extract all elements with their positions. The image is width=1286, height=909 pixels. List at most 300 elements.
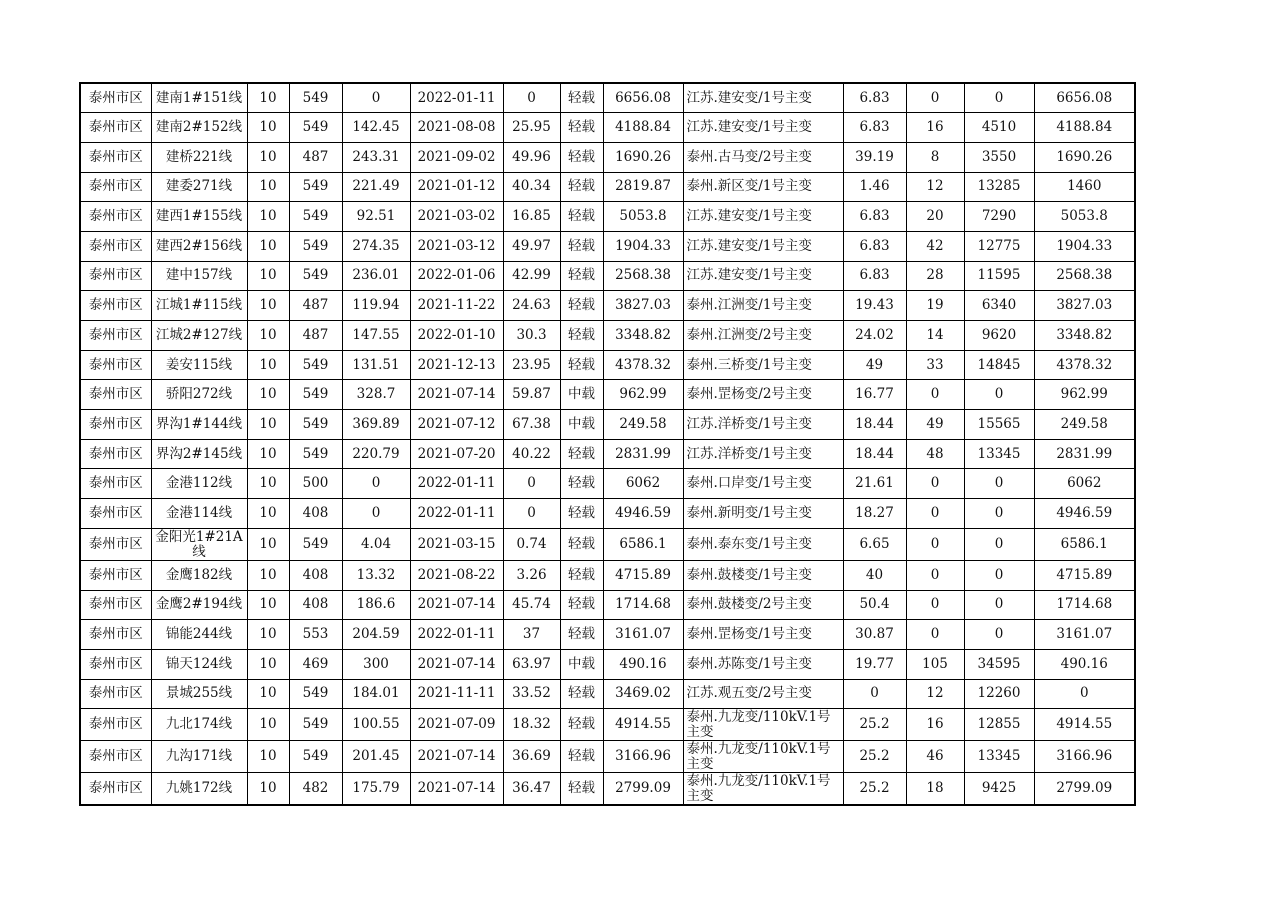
transformer-value-cell: 6.83 xyxy=(843,231,906,261)
margin-cell: 6656.08 xyxy=(1034,83,1135,113)
region-cell: 泰州市区 xyxy=(80,741,151,773)
load-rate-cell: 30.3 xyxy=(503,321,560,351)
load-rate-cell: 23.95 xyxy=(503,350,560,380)
total-cell: 13345 xyxy=(964,439,1034,469)
available-capacity-cell: 2819.87 xyxy=(603,172,683,202)
voltage-cell: 10 xyxy=(247,528,289,560)
date-cell: 2021-03-02 xyxy=(410,202,503,232)
voltage-cell: 10 xyxy=(247,113,289,143)
load-status-cell: 轻载 xyxy=(560,291,603,321)
region-cell: 泰州市区 xyxy=(80,528,151,560)
peak-load-cell: 119.94 xyxy=(342,291,410,321)
load-rate-cell: 45.74 xyxy=(503,590,560,620)
load-rate-cell: 0.74 xyxy=(503,528,560,560)
line-name-cell: 金阳光1#21A线 xyxy=(151,528,247,560)
available-capacity-cell: 1714.68 xyxy=(603,590,683,620)
table-row xyxy=(80,291,1135,321)
load-rate-cell: 16.85 xyxy=(503,202,560,232)
peak-load-cell: 243.31 xyxy=(342,142,410,172)
transformer-value-cell: 0 xyxy=(843,679,906,709)
count-cell: 42 xyxy=(906,231,964,261)
region-cell: 泰州市区 xyxy=(80,410,151,440)
table-row xyxy=(80,590,1135,620)
peak-load-cell: 236.01 xyxy=(342,261,410,291)
peak-load-cell: 13.32 xyxy=(342,560,410,590)
table-row xyxy=(80,202,1135,232)
peak-load-cell: 0 xyxy=(342,469,410,499)
margin-cell: 4715.89 xyxy=(1034,560,1135,590)
available-capacity-cell: 3348.82 xyxy=(603,321,683,351)
total-cell: 0 xyxy=(964,528,1034,560)
transformer-cell: 泰州.口岸变/1号主变 xyxy=(683,469,843,499)
voltage-cell: 10 xyxy=(247,709,289,741)
date-cell: 2022-01-10 xyxy=(410,321,503,351)
line-name-cell: 锦天124线 xyxy=(151,649,247,679)
count-cell: 0 xyxy=(906,83,964,113)
transformer-cell: 泰州.九龙变/110kV.1号主变 xyxy=(683,741,843,773)
available-capacity-cell: 1690.26 xyxy=(603,142,683,172)
available-capacity-cell: 6062 xyxy=(603,469,683,499)
voltage-cell: 10 xyxy=(247,469,289,499)
count-cell: 0 xyxy=(906,560,964,590)
voltage-cell: 10 xyxy=(247,679,289,709)
region-cell: 泰州市区 xyxy=(80,560,151,590)
peak-load-cell: 201.45 xyxy=(342,741,410,773)
date-cell: 2022-01-11 xyxy=(410,469,503,499)
margin-cell: 1460 xyxy=(1034,172,1135,202)
available-capacity-cell: 4378.32 xyxy=(603,350,683,380)
margin-cell: 490.16 xyxy=(1034,649,1135,679)
transformer-value-cell: 25.2 xyxy=(843,773,906,806)
transformer-value-cell: 49 xyxy=(843,350,906,380)
date-cell: 2021-03-15 xyxy=(410,528,503,560)
transformer-cell: 江苏.观五变/2号主变 xyxy=(683,679,843,709)
count-cell: 20 xyxy=(906,202,964,232)
voltage-cell: 10 xyxy=(247,741,289,773)
count-cell: 0 xyxy=(906,499,964,529)
count-cell: 0 xyxy=(906,469,964,499)
region-cell: 泰州市区 xyxy=(80,142,151,172)
capacity-cell: 500 xyxy=(289,469,342,499)
transformer-cell: 泰州.新明变/1号主变 xyxy=(683,499,843,529)
transformer-cell: 泰州.鼓楼变/1号主变 xyxy=(683,560,843,590)
table-row xyxy=(80,172,1135,202)
table-row xyxy=(80,83,1135,113)
load-rate-cell: 0 xyxy=(503,499,560,529)
line-name-cell: 锦能244线 xyxy=(151,620,247,650)
capacity-cell: 549 xyxy=(289,439,342,469)
transformer-cell: 江苏.建安变/1号主变 xyxy=(683,261,843,291)
line-name-cell: 骄阳272线 xyxy=(151,380,247,410)
total-cell: 7290 xyxy=(964,202,1034,232)
margin-cell: 6062 xyxy=(1034,469,1135,499)
load-status-cell: 轻载 xyxy=(560,142,603,172)
transformer-cell: 泰州.三桥变/1号主变 xyxy=(683,350,843,380)
table-row xyxy=(80,380,1135,410)
load-rate-cell: 49.97 xyxy=(503,231,560,261)
available-capacity-cell: 4715.89 xyxy=(603,560,683,590)
date-cell: 2021-07-12 xyxy=(410,410,503,440)
load-status-cell: 轻载 xyxy=(560,709,603,741)
transformer-cell: 江苏.洋桥变/1号主变 xyxy=(683,410,843,440)
margin-cell: 3348.82 xyxy=(1034,321,1135,351)
load-status-cell: 轻载 xyxy=(560,83,603,113)
count-cell: 48 xyxy=(906,439,964,469)
transformer-value-cell: 16.77 xyxy=(843,380,906,410)
available-capacity-cell: 490.16 xyxy=(603,649,683,679)
voltage-cell: 10 xyxy=(247,439,289,469)
margin-cell: 3161.07 xyxy=(1034,620,1135,650)
transformer-cell: 泰州.江洲变/1号主变 xyxy=(683,291,843,321)
table-row xyxy=(80,469,1135,499)
voltage-cell: 10 xyxy=(247,291,289,321)
transformer-cell: 泰州.江洲变/2号主变 xyxy=(683,321,843,351)
load-rate-cell: 36.47 xyxy=(503,773,560,806)
margin-cell: 2799.09 xyxy=(1034,773,1135,806)
load-rate-cell: 18.32 xyxy=(503,709,560,741)
transformer-cell: 泰州.九龙变/110kV.1号主变 xyxy=(683,773,843,806)
peak-load-cell: 142.45 xyxy=(342,113,410,143)
load-rate-cell: 33.52 xyxy=(503,679,560,709)
load-status-cell: 轻载 xyxy=(560,261,603,291)
voltage-cell: 10 xyxy=(247,380,289,410)
voltage-cell: 10 xyxy=(247,261,289,291)
capacity-cell: 553 xyxy=(289,620,342,650)
count-cell: 14 xyxy=(906,321,964,351)
voltage-cell: 10 xyxy=(247,620,289,650)
table-row xyxy=(80,410,1135,440)
region-cell: 泰州市区 xyxy=(80,773,151,806)
capacity-cell: 482 xyxy=(289,773,342,806)
table-row xyxy=(80,709,1135,741)
voltage-cell: 10 xyxy=(247,83,289,113)
capacity-cell: 549 xyxy=(289,741,342,773)
transformer-value-cell: 6.83 xyxy=(843,202,906,232)
line-name-cell: 九北174线 xyxy=(151,709,247,741)
region-cell: 泰州市区 xyxy=(80,83,151,113)
total-cell: 3550 xyxy=(964,142,1034,172)
count-cell: 8 xyxy=(906,142,964,172)
transformer-value-cell: 6.83 xyxy=(843,83,906,113)
total-cell: 12260 xyxy=(964,679,1034,709)
available-capacity-cell: 962.99 xyxy=(603,380,683,410)
transformer-cell: 泰州.新区变/1号主变 xyxy=(683,172,843,202)
capacity-cell: 408 xyxy=(289,499,342,529)
available-capacity-cell: 4188.84 xyxy=(603,113,683,143)
line-name-cell: 九姚172线 xyxy=(151,773,247,806)
capacity-cell: 549 xyxy=(289,528,342,560)
count-cell: 0 xyxy=(906,590,964,620)
margin-cell: 3166.96 xyxy=(1034,741,1135,773)
load-status-cell: 轻载 xyxy=(560,773,603,806)
capacity-cell: 549 xyxy=(289,83,342,113)
region-cell: 泰州市区 xyxy=(80,709,151,741)
available-capacity-cell: 3469.02 xyxy=(603,679,683,709)
date-cell: 2021-07-14 xyxy=(410,590,503,620)
margin-cell: 3827.03 xyxy=(1034,291,1135,321)
transformer-value-cell: 18.44 xyxy=(843,410,906,440)
transformer-cell: 江苏.洋桥变/1号主变 xyxy=(683,439,843,469)
date-cell: 2021-07-09 xyxy=(410,709,503,741)
table-row xyxy=(80,439,1135,469)
peak-load-cell: 4.04 xyxy=(342,528,410,560)
line-name-cell: 建南1#151线 xyxy=(151,83,247,113)
date-cell: 2021-03-12 xyxy=(410,231,503,261)
region-cell: 泰州市区 xyxy=(80,231,151,261)
date-cell: 2021-07-14 xyxy=(410,649,503,679)
count-cell: 19 xyxy=(906,291,964,321)
capacity-cell: 408 xyxy=(289,560,342,590)
date-cell: 2021-08-08 xyxy=(410,113,503,143)
count-cell: 33 xyxy=(906,350,964,380)
line-name-cell: 建中157线 xyxy=(151,261,247,291)
margin-cell: 1690.26 xyxy=(1034,142,1135,172)
load-rate-cell: 59.87 xyxy=(503,380,560,410)
line-name-cell: 金港114线 xyxy=(151,499,247,529)
line-name-cell: 建委271线 xyxy=(151,172,247,202)
line-name-cell: 江城1#115线 xyxy=(151,291,247,321)
data-table xyxy=(79,82,1136,806)
total-cell: 11595 xyxy=(964,261,1034,291)
load-status-cell: 轻载 xyxy=(560,113,603,143)
load-status-cell: 轻载 xyxy=(560,528,603,560)
peak-load-cell: 369.89 xyxy=(342,410,410,440)
region-cell: 泰州市区 xyxy=(80,291,151,321)
load-status-cell: 轻载 xyxy=(560,172,603,202)
peak-load-cell: 0 xyxy=(342,499,410,529)
transformer-cell: 泰州.苏陈变/1号主变 xyxy=(683,649,843,679)
total-cell: 0 xyxy=(964,469,1034,499)
transformer-value-cell: 19.43 xyxy=(843,291,906,321)
peak-load-cell: 147.55 xyxy=(342,321,410,351)
date-cell: 2022-01-11 xyxy=(410,83,503,113)
load-status-cell: 轻载 xyxy=(560,560,603,590)
date-cell: 2021-07-14 xyxy=(410,380,503,410)
table-row xyxy=(80,113,1135,143)
voltage-cell: 10 xyxy=(247,649,289,679)
load-rate-cell: 49.96 xyxy=(503,142,560,172)
capacity-cell: 549 xyxy=(289,113,342,143)
margin-cell: 4378.32 xyxy=(1034,350,1135,380)
table-row xyxy=(80,321,1135,351)
load-status-cell: 中载 xyxy=(560,380,603,410)
transformer-value-cell: 25.2 xyxy=(843,741,906,773)
load-status-cell: 轻载 xyxy=(560,499,603,529)
voltage-cell: 10 xyxy=(247,410,289,440)
line-name-cell: 建西1#155线 xyxy=(151,202,247,232)
line-name-cell: 界沟2#145线 xyxy=(151,439,247,469)
count-cell: 0 xyxy=(906,620,964,650)
voltage-cell: 10 xyxy=(247,499,289,529)
table-row xyxy=(80,741,1135,773)
peak-load-cell: 186.6 xyxy=(342,590,410,620)
load-rate-cell: 3.26 xyxy=(503,560,560,590)
date-cell: 2021-08-22 xyxy=(410,560,503,590)
load-status-cell: 轻载 xyxy=(560,321,603,351)
capacity-cell: 549 xyxy=(289,172,342,202)
transformer-value-cell: 6.65 xyxy=(843,528,906,560)
line-name-cell: 金鹰182线 xyxy=(151,560,247,590)
date-cell: 2021-07-14 xyxy=(410,773,503,806)
voltage-cell: 10 xyxy=(247,560,289,590)
available-capacity-cell: 3166.96 xyxy=(603,741,683,773)
load-rate-cell: 40.34 xyxy=(503,172,560,202)
count-cell: 49 xyxy=(906,410,964,440)
line-name-cell: 界沟1#144线 xyxy=(151,410,247,440)
total-cell: 0 xyxy=(964,620,1034,650)
load-status-cell: 轻载 xyxy=(560,590,603,620)
load-status-cell: 中载 xyxy=(560,410,603,440)
capacity-cell: 549 xyxy=(289,350,342,380)
peak-load-cell: 175.79 xyxy=(342,773,410,806)
total-cell: 12775 xyxy=(964,231,1034,261)
count-cell: 16 xyxy=(906,113,964,143)
available-capacity-cell: 249.58 xyxy=(603,410,683,440)
available-capacity-cell: 2799.09 xyxy=(603,773,683,806)
available-capacity-cell: 6656.08 xyxy=(603,83,683,113)
region-cell: 泰州市区 xyxy=(80,202,151,232)
load-rate-cell: 36.69 xyxy=(503,741,560,773)
margin-cell: 4914.55 xyxy=(1034,709,1135,741)
transformer-value-cell: 1.46 xyxy=(843,172,906,202)
capacity-cell: 487 xyxy=(289,291,342,321)
line-name-cell: 建桥221线 xyxy=(151,142,247,172)
total-cell: 34595 xyxy=(964,649,1034,679)
voltage-cell: 10 xyxy=(247,590,289,620)
peak-load-cell: 328.7 xyxy=(342,380,410,410)
load-status-cell: 轻载 xyxy=(560,350,603,380)
peak-load-cell: 92.51 xyxy=(342,202,410,232)
total-cell: 12855 xyxy=(964,709,1034,741)
table-row xyxy=(80,560,1135,590)
load-status-cell: 轻载 xyxy=(560,679,603,709)
load-status-cell: 轻载 xyxy=(560,202,603,232)
line-name-cell: 景城255线 xyxy=(151,679,247,709)
peak-load-cell: 274.35 xyxy=(342,231,410,261)
date-cell: 2022-01-11 xyxy=(410,620,503,650)
total-cell: 13285 xyxy=(964,172,1034,202)
transformer-value-cell: 18.44 xyxy=(843,439,906,469)
count-cell: 12 xyxy=(906,679,964,709)
date-cell: 2021-01-12 xyxy=(410,172,503,202)
load-rate-cell: 63.97 xyxy=(503,649,560,679)
date-cell: 2021-07-14 xyxy=(410,741,503,773)
margin-cell: 249.58 xyxy=(1034,410,1135,440)
transformer-value-cell: 18.27 xyxy=(843,499,906,529)
transformer-value-cell: 21.61 xyxy=(843,469,906,499)
transformer-value-cell: 40 xyxy=(843,560,906,590)
region-cell: 泰州市区 xyxy=(80,679,151,709)
peak-load-cell: 131.51 xyxy=(342,350,410,380)
line-name-cell: 金鹰2#194线 xyxy=(151,590,247,620)
date-cell: 2021-12-13 xyxy=(410,350,503,380)
count-cell: 0 xyxy=(906,380,964,410)
voltage-cell: 10 xyxy=(247,773,289,806)
table-row xyxy=(80,499,1135,529)
available-capacity-cell: 4914.55 xyxy=(603,709,683,741)
capacity-cell: 487 xyxy=(289,321,342,351)
voltage-cell: 10 xyxy=(247,202,289,232)
total-cell: 13345 xyxy=(964,741,1034,773)
peak-load-cell: 100.55 xyxy=(342,709,410,741)
margin-cell: 2568.38 xyxy=(1034,261,1135,291)
date-cell: 2021-07-20 xyxy=(410,439,503,469)
transformer-value-cell: 6.83 xyxy=(843,261,906,291)
table-row xyxy=(80,528,1135,560)
transformer-cell: 泰州.鼓楼变/2号主变 xyxy=(683,590,843,620)
load-rate-cell: 25.95 xyxy=(503,113,560,143)
total-cell: 0 xyxy=(964,83,1034,113)
transformer-cell: 江苏.建安变/1号主变 xyxy=(683,231,843,261)
line-name-cell: 姜安115线 xyxy=(151,350,247,380)
available-capacity-cell: 1904.33 xyxy=(603,231,683,261)
region-cell: 泰州市区 xyxy=(80,113,151,143)
margin-cell: 6586.1 xyxy=(1034,528,1135,560)
available-capacity-cell: 3161.07 xyxy=(603,620,683,650)
total-cell: 6340 xyxy=(964,291,1034,321)
load-rate-cell: 40.22 xyxy=(503,439,560,469)
transformer-value-cell: 19.77 xyxy=(843,649,906,679)
table-row xyxy=(80,231,1135,261)
available-capacity-cell: 5053.8 xyxy=(603,202,683,232)
margin-cell: 4188.84 xyxy=(1034,113,1135,143)
peak-load-cell: 221.49 xyxy=(342,172,410,202)
transformer-cell: 泰州.泰东变/1号主变 xyxy=(683,528,843,560)
region-cell: 泰州市区 xyxy=(80,350,151,380)
region-cell: 泰州市区 xyxy=(80,380,151,410)
total-cell: 9425 xyxy=(964,773,1034,806)
peak-load-cell: 204.59 xyxy=(342,620,410,650)
load-rate-cell: 42.99 xyxy=(503,261,560,291)
line-name-cell: 九沟171线 xyxy=(151,741,247,773)
region-cell: 泰州市区 xyxy=(80,172,151,202)
table-row xyxy=(80,620,1135,650)
load-rate-cell: 0 xyxy=(503,83,560,113)
load-rate-cell: 24.63 xyxy=(503,291,560,321)
load-status-cell: 轻载 xyxy=(560,439,603,469)
transformer-value-cell: 39.19 xyxy=(843,142,906,172)
transformer-value-cell: 6.83 xyxy=(843,113,906,143)
region-cell: 泰州市区 xyxy=(80,590,151,620)
voltage-cell: 10 xyxy=(247,172,289,202)
table-row xyxy=(80,142,1135,172)
margin-cell: 0 xyxy=(1034,679,1135,709)
load-rate-cell: 37 xyxy=(503,620,560,650)
table-row xyxy=(80,261,1135,291)
total-cell: 0 xyxy=(964,560,1034,590)
margin-cell: 962.99 xyxy=(1034,380,1135,410)
table-row xyxy=(80,350,1135,380)
line-name-cell: 江城2#127线 xyxy=(151,321,247,351)
count-cell: 46 xyxy=(906,741,964,773)
line-name-cell: 金港112线 xyxy=(151,469,247,499)
region-cell: 泰州市区 xyxy=(80,620,151,650)
count-cell: 18 xyxy=(906,773,964,806)
date-cell: 2021-09-02 xyxy=(410,142,503,172)
margin-cell: 1714.68 xyxy=(1034,590,1135,620)
margin-cell: 1904.33 xyxy=(1034,231,1135,261)
margin-cell: 4946.59 xyxy=(1034,499,1135,529)
capacity-cell: 549 xyxy=(289,380,342,410)
count-cell: 12 xyxy=(906,172,964,202)
transformer-value-cell: 50.4 xyxy=(843,590,906,620)
region-cell: 泰州市区 xyxy=(80,321,151,351)
total-cell: 4510 xyxy=(964,113,1034,143)
transformer-cell: 泰州.古马变/2号主变 xyxy=(683,142,843,172)
capacity-cell: 469 xyxy=(289,649,342,679)
load-rate-cell: 0 xyxy=(503,469,560,499)
count-cell: 28 xyxy=(906,261,964,291)
